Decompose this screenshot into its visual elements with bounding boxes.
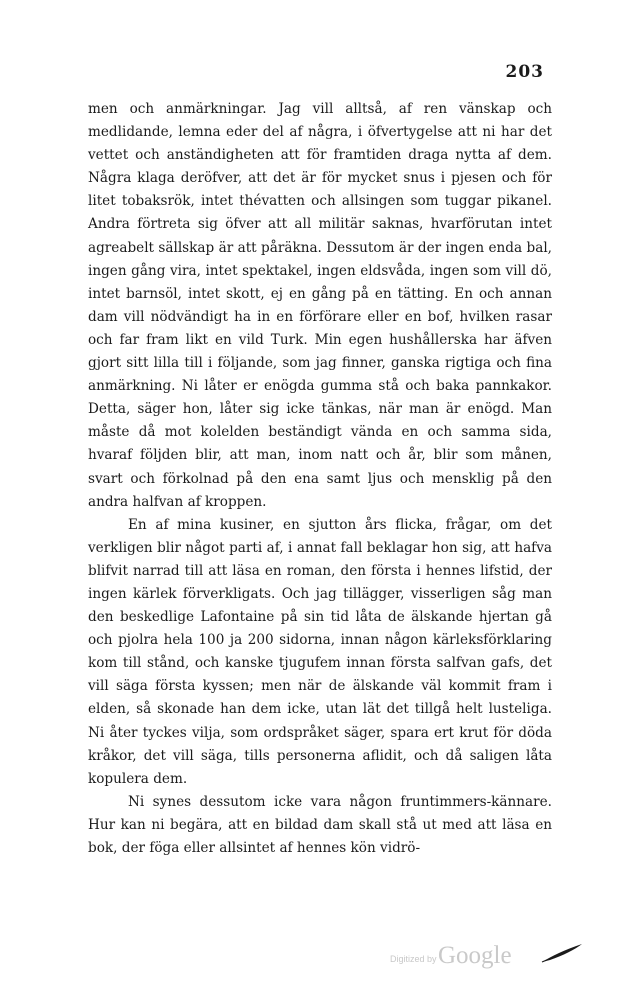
page-number: 203 xyxy=(505,62,544,82)
digitization-watermark xyxy=(390,942,590,972)
paragraph-2: En af mina kusiner, en sjutton års flicka, frågar, om det verkligen blir något parti af, i annat fall beklagar hon sig, att hafva blifvit narrad till att läsa en roman, den första i hennes lifstid, der ingen kärlek förverkligats. Och jag tillägger, visserligen såg man den beskedlige Lafontaine på sin tid låta de älskande hjertan gå och pjolra hela 100 ja 200 sidorna, innan någon kärleksförklaring kom till stånd, och kanske tjugufem innan första salfvan gafs, det vill säga första kyssen; men när de älskande väl kommit fram i elden, så skonade han dem icke, utan lät det tillgå helt lusteliga. Ni åter tyckes vilja, som ordspråket säger, spara ert krut för döda kråkor, det vill säga, tills personerna aflidit, och då saligen låta kopulera dem. xyxy=(88,516,552,787)
body-text xyxy=(88,98,552,860)
paragraph-3: Ni synes dessutom icke vara någon fruntimmers-kännare. Hur kan ni begära, att en bildad dam skall stå ut med att läsa en bok, der föga eller allsintet af hennes kön vidrö- xyxy=(88,793,552,856)
google-wordmark: Google xyxy=(438,942,512,969)
paragraph-1: men och anmärkningar. Jag vill alltså, af ren vänskap och medlidande, lemna eder del af några, i öfvertygelse att ni har det vettet och anständigheten att för framtiden draga nytta af dem. Några klaga deröfver, att det är för mycket snus i pjesen och för litet tobaksrök, intet thévatten och allsingen som tuggar pikanel. Andra förtreta sig öfver att all militär saknas, hvarförutan intet agreabelt sällskap är att påräkna. Dessutom är der ingen enda bal, ingen gång vira, intet spektakel, ingen eldsvåda, ingen som vill dö, intet barnsöl, intet skott, ej en gång på en tätting. En och annan dam vill nödvändigt ha in en förförare eller en bof, hvilken rasar och far fram likt en vild Turk. Min egen hushållerska har äfven gjort sitt lilla till i följande, som jag finner, ganska rigtiga och fina anmärkning. Ni låter er enögda gumma stå och baka pannkakor. Detta, säger hon, låter sig icke tänkas, när man är enögd. Man måste då mot kolelden beständigt vända en och samma sida, hvaraf följden blir, att man, inom natt och år, blir som månen, svart och förkolnad på den ena samt ljus och mensklig på den andra halfvan af kroppen. xyxy=(88,101,552,510)
digitized-by-label: Digitized by xyxy=(390,954,437,964)
quill-pen-icon xyxy=(540,942,584,964)
